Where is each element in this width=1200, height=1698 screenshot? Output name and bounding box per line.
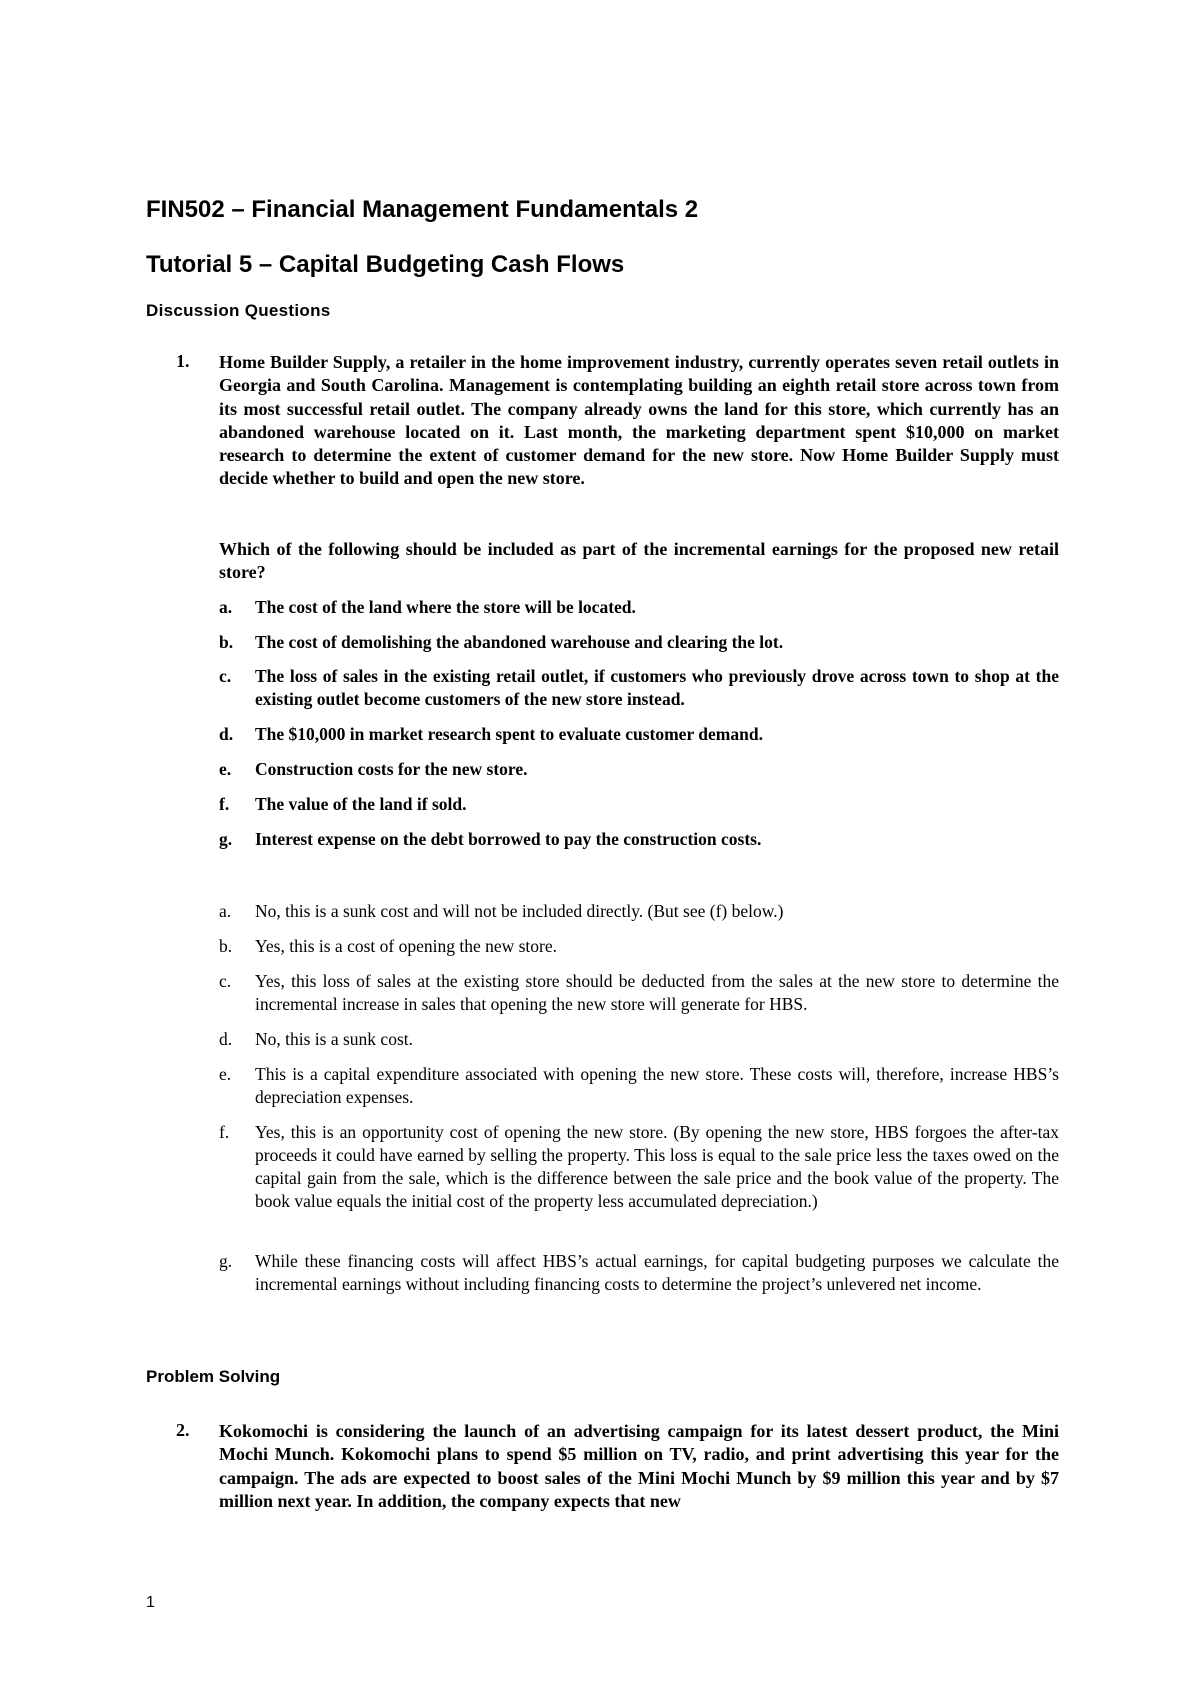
option-g <box>219 828 1059 851</box>
answer-text: No, this is a sunk cost. <box>255 1029 413 1049</box>
answer-text: Yes, this loss of sales at the existing store should be deducted from the sales at the new store to determine the incremental increase in sales that opening the new store will generate for HBS. <box>255 971 1059 1014</box>
option-label: f. <box>219 794 230 814</box>
option-d <box>219 723 1059 746</box>
answer-c <box>219 970 1059 1016</box>
option-c <box>219 665 1059 711</box>
page-number: 1 <box>146 1594 155 1611</box>
option-label: a. <box>219 597 233 617</box>
question-1-text: Home Builder Supply, a retailer in the home improvement industry, currently operates seven retail outlets in Georgia and South Carolina. Management is contemplating building an eighth retail store across town from its most successful retail outlet. The company already owns the land for this store, which currently has an abandoned warehouse located on it. Last month, the marketing department spent $10,000 on market research to determine the extent of customer demand for the new store. Now Home Builder Supply must decide whether to build and open the new store. <box>219 352 1059 489</box>
answer-a <box>219 900 1059 923</box>
option-text: The $10,000 in market research spent to evaluate customer demand. <box>255 724 763 744</box>
option-label: e. <box>219 759 232 779</box>
option-a <box>219 596 1059 619</box>
answer-label: b. <box>219 936 233 956</box>
option-label: g. <box>219 829 233 849</box>
answer-text: Yes, this is a cost of opening the new store. <box>255 936 558 956</box>
question-2-text: Kokomochi is considering the launch of an advertising campaign for its latest dessert product, the Mini Mochi Munch. Kokomochi plans to spend $5 million on TV, radio, and print advertising this year for the campaign. The ads are expected to boost sales of the Mini Mochi Munch by $9 million this year and by $7 million next year. In addition, the company expects that new <box>219 1421 1059 1511</box>
option-b <box>219 631 1059 654</box>
option-e <box>219 758 1059 781</box>
option-text: Interest expense on the debt borrowed to pay the construction costs. <box>255 829 762 849</box>
answer-label: c. <box>219 971 232 991</box>
option-label: d. <box>219 724 234 744</box>
question-1-number: 1. <box>176 351 190 371</box>
question-2-number: 2. <box>176 1420 190 1440</box>
answer-text: This is a capital expenditure associated with opening the new store. These costs will, therefore, increase HBS’s depreciation expenses. <box>255 1064 1059 1107</box>
option-f <box>219 793 1059 816</box>
answer-b <box>219 935 1059 958</box>
course-title: FIN502 – Financial Management Fundamentals 2 <box>146 196 699 223</box>
answer-d <box>219 1028 1059 1051</box>
answer-text: While these financing costs will affect HBS’s actual earnings, for capital budgeting purposes we calculate the incremental earnings without including financing costs to determine the project’s unlevered net income. <box>255 1251 1059 1294</box>
answer-text: Yes, this is an opportunity cost of opening the new store. (By opening the new store, HBS forgoes the after-tax proceeds it could have earned by selling the property. This loss is equal to the sale price less the taxes owed on the capital gain from the sale, which is the difference between the sale price and the book value of the property. The book value equals the initial cost of the property less accumulated depreciation.) <box>255 1122 1059 1211</box>
answer-label: f. <box>219 1122 230 1142</box>
answer-label: d. <box>219 1029 233 1049</box>
option-text: The cost of demolishing the abandoned warehouse and clearing the lot. <box>255 632 784 652</box>
section-heading-problem-solving: Problem Solving <box>146 1367 281 1386</box>
answer-text: No, this is a sunk cost and will not be included directly. (But see (f) below.) <box>255 901 784 921</box>
question-1-prompt: Which of the following should be included as part of the incremental earnings for the proposed new retail store? <box>219 539 1059 583</box>
answer-label: g. <box>219 1251 233 1271</box>
answer-label: e. <box>219 1064 232 1084</box>
option-text: Construction costs for the new store. <box>255 759 528 779</box>
section-heading-discussion: Discussion Questions <box>146 301 331 320</box>
option-label: b. <box>219 632 234 652</box>
answer-f <box>219 1121 1059 1213</box>
answer-g <box>219 1250 1059 1296</box>
option-text: The cost of the land where the store will be located. <box>255 597 636 617</box>
option-label: c. <box>219 666 232 686</box>
tutorial-title: Tutorial 5 – Capital Budgeting Cash Flows <box>146 251 625 278</box>
answer-e <box>219 1063 1059 1109</box>
answer-label: a. <box>219 901 232 921</box>
option-text: The loss of sales in the existing retail outlet, if customers who previously drove across town to shop at the existing outlet become customers of the new store instead. <box>255 666 1059 709</box>
option-text: The value of the land if sold. <box>255 794 467 814</box>
